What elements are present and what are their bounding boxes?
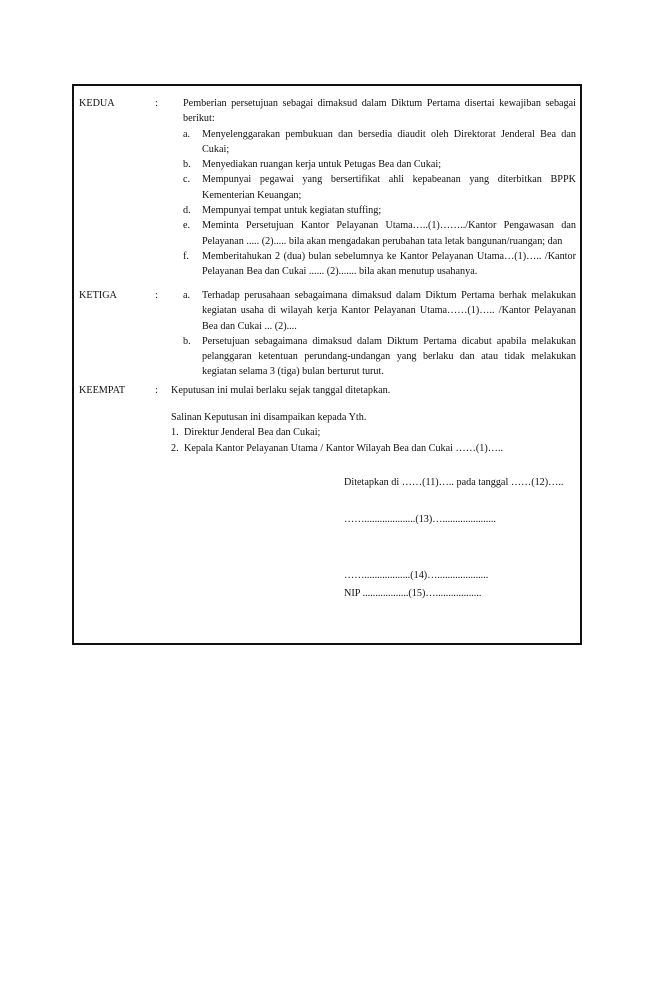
- section-intro: Pemberian persetujuan sebagai dimaksud dalam Diktum Pertama disertai kewajiban sebagai berikut:: [183, 98, 576, 125]
- section-colon: :: [155, 385, 158, 396]
- list-item: [183, 288, 576, 334]
- section-label: KETIGA: [79, 290, 117, 301]
- list-text: Menyelenggarakan pembukuan dan bersedia diaudit oleh Direktorat Jenderal Bea dan Cukai;: [202, 128, 576, 155]
- list-marker: 2.: [171, 442, 179, 454]
- list-item: [183, 218, 576, 249]
- signature-position: ……....................(13)….....................: [344, 514, 496, 525]
- list-item: [183, 203, 576, 218]
- list-marker: e.: [183, 220, 191, 232]
- list-marker: a.: [183, 128, 191, 140]
- list-text: Kepala Kantor Pelayanan Utama / Kantor Wilayah Bea dan Cukai ……(1)…..: [184, 442, 504, 454]
- list-marker: b.: [183, 159, 191, 171]
- distribution-intro: Salinan Keputusan ini disampaikan kepada Yth.: [171, 412, 367, 423]
- list-marker: 1.: [171, 427, 179, 439]
- list-text: Mempunyai pegawai yang bersertifikat ahli kepabeanan yang diterbitkan BPPK Kementerian Keuangan;: [202, 174, 576, 201]
- list-text: Meminta Persetujuan Kantor Pelayanan Utama…..(1)……../Kantor Pengawasan dan Pelayanan ..... (2)..... bila akan mengadakan perubahan tata letak bangunan/ruangan; dan: [202, 220, 576, 247]
- decree-frame: [72, 84, 582, 645]
- list-item: [183, 127, 576, 158]
- list-item: [183, 172, 576, 203]
- section-colon: :: [155, 98, 158, 109]
- list-item: [171, 441, 576, 456]
- list-text: Terhadap perusahaan sebagaimana dimaksud dalam Diktum Pertama berhak melakukan kegiatan usaha di wilayah kerja Kantor Pelayanan Utama……(1)….. /Kantor Pelayanan Bea dan Cukai ... (2)....: [202, 290, 576, 332]
- list-marker: a.: [183, 290, 191, 301]
- list-text: Memberitahukan 2 (dua) bulan sebelumnya ke Kantor Pelayanan Utama…(1)….. /Kantor Pelayanan Bea dan Cukai ...... (2)....... bila akan menutup usahanya.: [202, 250, 576, 278]
- list-marker: f.: [183, 250, 189, 262]
- list-item: [183, 249, 576, 280]
- distribution-list: [171, 410, 576, 456]
- list-marker: c.: [183, 174, 191, 186]
- list-item: [183, 334, 576, 380]
- list-marker: b.: [183, 335, 191, 347]
- list-item: [183, 157, 576, 172]
- list-marker: d.: [183, 205, 191, 217]
- section-body: [183, 96, 576, 280]
- section-body: Keputusan ini mulai berlaku sejak tanggal ditetapkan.: [171, 385, 391, 396]
- signature-nip: NIP ..................(15)…..................: [344, 588, 482, 599]
- signature-name: ……..................(14)…....................: [344, 570, 489, 581]
- section-colon: :: [155, 290, 158, 301]
- section-body: [183, 288, 576, 380]
- list-text: Persetujuan sebagaimana dimaksud dalam Diktum Pertama dicabut apabila melakukan pelanggaran ketentuan perundang-undangan yang berlaku dan atau tidak melakukan kegiatan selama 3 (tiga) bulan berturut turut.: [202, 335, 576, 378]
- list-item: [171, 425, 576, 440]
- signature-place-date: Ditetapkan di ……(11)….. pada tanggal ……(12)…..: [344, 477, 564, 488]
- list-text: Mempunyai tempat untuk kegiatan stuffing;: [202, 205, 382, 217]
- section-label: KEDUA: [79, 98, 115, 109]
- list-text: Direktur Jenderal Bea dan Cukai;: [184, 427, 321, 439]
- list-text: Menyediakan ruangan kerja untuk Petugas Bea dan Cukai;: [202, 159, 442, 171]
- section-label: KEEMPAT: [79, 385, 126, 396]
